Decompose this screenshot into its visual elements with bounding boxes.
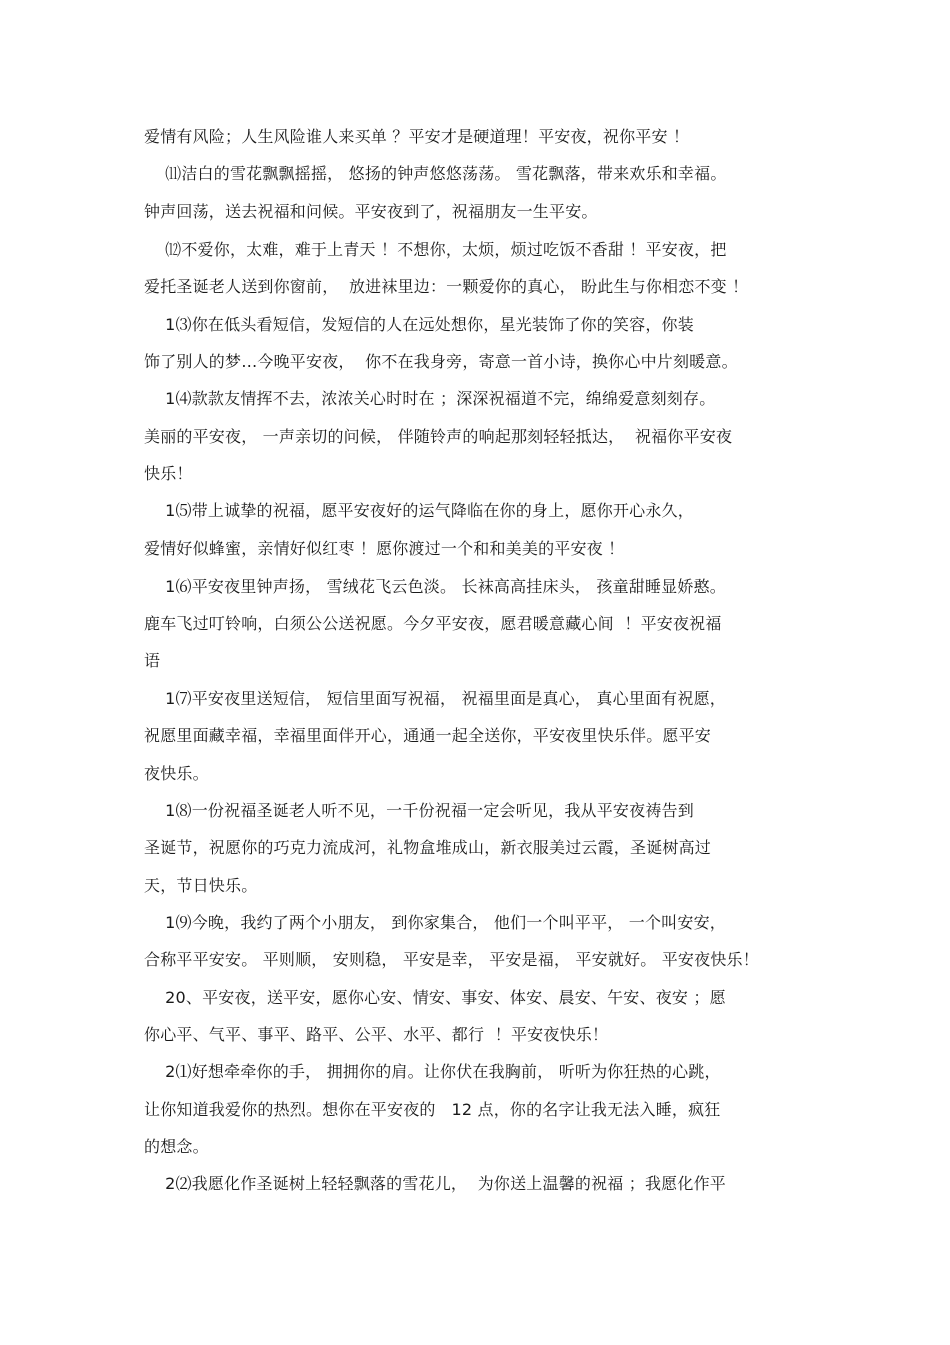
text-line: 钟声回荡，送去祝福和问候。平安夜到了，祝福朋友一生平安。	[144, 202, 598, 221]
text-line: 夜快乐。	[144, 764, 209, 783]
text-line: 让你知道我爱你的热烈。想你在平安夜的 12 点，你的名字让我无法入睡，疯狂	[144, 1100, 721, 1119]
text-line: 圣诞节，祝愿你的巧克力流成河，礼物盒堆成山，新衣服美过云霞，圣诞树高过	[144, 838, 712, 857]
text-line: 1⑸带上诚挚的祝福，愿平安夜好的运气降临在你的身上，愿你开心永久，	[144, 501, 694, 520]
text-line: 爱托圣诞老人送到你窗前， 放进袜里边：一颗爱你的真心， 盼此生与你相恋不变 ！	[144, 277, 749, 296]
text-line: 语	[144, 651, 161, 670]
text-line: 1⑹平安夜里钟声扬， 雪绒花飞云色淡。 长袜高高挂床头， 孩童甜睡显娇憨。	[144, 577, 726, 596]
text-line: ⑿不爱你，太难，难于上青天 ！不想你，太烦，烦过吃饭不香甜 ！平安夜，把	[144, 240, 727, 259]
text-line: 饰了别人的梦…今晚平安夜， 你不在我身旁，寄意一首小诗，换你心中片刻暖意。	[144, 352, 738, 371]
text-line: 鹿车飞过叮铃响，白须公公送祝愿。今夕平安夜，愿君暖意藏心间 ！平安夜祝福	[144, 614, 722, 633]
text-line: ⑾洁白的雪花飘飘摇摇， 悠扬的钟声悠悠荡荡。 雪花飘落，带来欢乐和幸福。	[144, 164, 727, 183]
text-line: 1⑶你在低头看短信，发短信的人在远处想你，星光装饰了你的笑容，你装	[144, 315, 694, 334]
text-line: 20、平安夜，送平安，愿你心安、情安、事安、体安、晨安、午安、夜安 ；愿	[144, 988, 726, 1007]
text-line: 美丽的平安夜， 一声亲切的问候， 伴随铃声的响起那刻轻轻抵达， 祝福你平安夜	[144, 427, 733, 446]
text-line: 祝愿里面藏幸福，幸福里面伴开心，通通一起全送你，平安夜里快乐伴。愿平安	[144, 726, 712, 745]
text-line: 1⑺平安夜里送短信， 短信里面写祝福， 祝福里面是真心， 真心里面有祝愿，	[144, 689, 726, 708]
text-line: 1⑼今晚，我约了两个小朋友， 到你家集合， 他们一个叫平平， 一个叫安安，	[144, 913, 726, 932]
text-line: 天，节日快乐。	[144, 876, 258, 895]
text-line: 1⑷款款友情挥不去，浓浓关心时时在 ；深深祝福道不完，绵绵爱意刻刻存。	[144, 389, 716, 408]
text-line: 2⑵我愿化作圣诞树上轻轻飘落的雪花儿， 为你送上温馨的祝福 ；我愿化作平	[144, 1174, 726, 1193]
text-line: 合称平平安安。 平则顺， 安则稳， 平安是幸， 平安是福， 平安就好。 平安夜快乐！	[144, 950, 759, 969]
text-line: 快乐！	[144, 464, 193, 483]
text-line: 爱情好似蜂蜜，亲情好似红枣 ！愿你渡过一个和和美美的平安夜 ！	[144, 539, 625, 558]
text-line: 你心平、气平、事平、路平、公平、水平、都行 ！平安夜快乐！	[144, 1025, 609, 1044]
text-line: 的想念。	[144, 1137, 209, 1156]
text-line: 2⑴好想牵牵你的手， 拥拥你的肩。让你伏在我胸前， 听听为你狂热的心跳，	[144, 1062, 721, 1081]
text-line: 爱情有风险；人生风险谁人来买单 ？平安才是硬道理！平安夜，祝你平安 ！	[144, 127, 690, 146]
text-line: 1⑻一份祝福圣诞老人听不见，一千份祝福一定会听见，我从平安夜祷告到	[144, 801, 694, 820]
